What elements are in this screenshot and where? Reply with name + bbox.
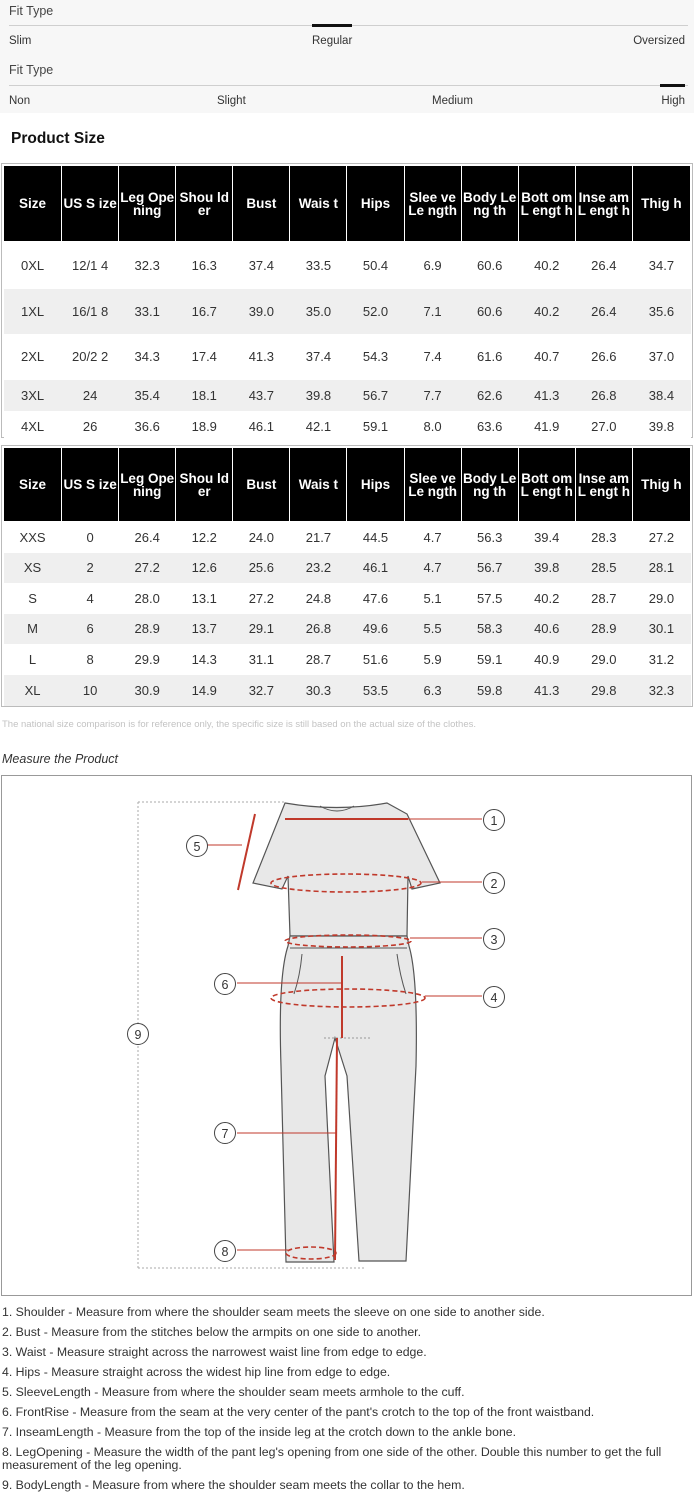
- table-cell: 41.3: [518, 380, 575, 411]
- table-cell: 40.6: [518, 614, 575, 644]
- table-cell: XS: [4, 553, 62, 583]
- size-table-plus: [3, 165, 691, 442]
- table-cell: 27.2: [119, 553, 176, 583]
- table-cell: XXS: [4, 522, 62, 553]
- table-cell: 28.7: [290, 644, 347, 675]
- table-cell: 37.4: [233, 242, 290, 289]
- table-cell: 5.9: [404, 644, 461, 675]
- table-cell: 36.6: [119, 411, 176, 442]
- table-cell: 10: [62, 675, 119, 706]
- marker-label: 2: [490, 877, 498, 891]
- table-cell: 25.6: [233, 553, 290, 583]
- fit-label-regular: Regular: [312, 35, 353, 47]
- table-cell: L: [4, 644, 62, 675]
- table-cell: 28.5: [575, 553, 632, 583]
- table-cell: 0: [62, 522, 119, 553]
- table-cell: 18.1: [176, 380, 233, 411]
- table-cell: 56.7: [347, 380, 404, 411]
- table-row: [4, 242, 691, 289]
- fit-label-high: High: [661, 95, 685, 107]
- table-cell: 39.8: [290, 380, 347, 411]
- table-header-cell: Wais t: [290, 166, 347, 242]
- table-header-cell: Hips: [347, 166, 404, 242]
- marker-label: 7: [221, 1127, 229, 1141]
- table-cell: 29.8: [575, 675, 632, 706]
- table-cell: 40.9: [518, 644, 575, 675]
- table-cell: 4: [62, 583, 119, 614]
- table-cell: 14.3: [176, 644, 233, 675]
- table-cell: 52.0: [347, 289, 404, 334]
- measurement-instructions: [2, 1306, 692, 1499]
- size-table-regular: [3, 447, 691, 706]
- table-cell: 41.3: [233, 334, 290, 380]
- table-header-cell: Bust: [233, 166, 290, 242]
- table-cell: 51.6: [347, 644, 404, 675]
- table-cell: 56.3: [461, 522, 518, 553]
- fit-type-track: [9, 85, 688, 86]
- table-cell: 28.9: [119, 614, 176, 644]
- table-cell: 46.1: [233, 411, 290, 442]
- table-header-cell: Shou lder: [176, 166, 233, 242]
- fit-type-panel: [0, 0, 694, 113]
- fit-label-slim: Slim: [9, 35, 32, 47]
- marker-4: [484, 987, 505, 1008]
- table-cell: 5.5: [404, 614, 461, 644]
- table-cell: 28.3: [575, 522, 632, 553]
- instruction-item: 4. Hips - Measure straight across the widest hip line from edge to edge.: [2, 1365, 391, 1379]
- table-cell: 44.5: [347, 522, 404, 553]
- table-cell: 2XL: [4, 334, 62, 380]
- table-cell: 30.1: [632, 614, 690, 644]
- table-cell: 17.4: [176, 334, 233, 380]
- table-cell: 27.2: [632, 522, 690, 553]
- table-cell: 3XL: [4, 380, 62, 411]
- table-cell: 63.6: [461, 411, 518, 442]
- marker-label: 8: [221, 1245, 229, 1259]
- table-header-cell: Wais t: [290, 448, 347, 522]
- table-cell: 4.7: [404, 553, 461, 583]
- size-note: The national size comparison is for reference only, the specific size is still based on the actual size of the clothes.: [2, 719, 477, 730]
- table-cell: 16.3: [176, 242, 233, 289]
- table-cell: 24.0: [233, 522, 290, 553]
- table-header-cell: Slee veLe ngth: [404, 448, 461, 522]
- table-cell: 26.4: [119, 522, 176, 553]
- table-cell: 35.0: [290, 289, 347, 334]
- table-cell: 46.1: [347, 553, 404, 583]
- fit-type-slim-oversized: [0, 0, 694, 56]
- table-cell: 21.7: [290, 522, 347, 553]
- table-cell: 0XL: [4, 242, 62, 289]
- table-cell: 27.2: [233, 583, 290, 614]
- marker-6: [215, 974, 236, 995]
- table-cell: XL: [4, 675, 62, 706]
- product-size-title: Product Size: [11, 130, 105, 147]
- instruction-item: 2. Bust - Measure from the stitches below the armpits on one side to another.: [2, 1325, 421, 1339]
- table-cell: 30.3: [290, 675, 347, 706]
- table-cell: 28.1: [632, 553, 690, 583]
- table-cell: 40.2: [518, 242, 575, 289]
- table-header-cell: Hips: [347, 448, 404, 522]
- table-header-cell: Leg Ope ning: [119, 166, 176, 242]
- table-header-cell: Inse amL engt h: [575, 448, 632, 522]
- fit-label-medium: Medium: [432, 95, 473, 107]
- table-cell: 38.4: [632, 380, 690, 411]
- marker-label: 9: [134, 1028, 142, 1042]
- instruction-item: 3. Waist - Measure straight across the narrowest waist line from edge to edge.: [2, 1345, 427, 1359]
- table-cell: 60.6: [461, 289, 518, 334]
- marker-9: [128, 1024, 149, 1045]
- table-cell: 29.0: [575, 644, 632, 675]
- table-cell: 35.4: [119, 380, 176, 411]
- table-cell: 26.8: [575, 380, 632, 411]
- table-cell: 32.7: [233, 675, 290, 706]
- measure-line-sleeve: [238, 814, 255, 890]
- table-header-cell: Thig h: [632, 166, 690, 242]
- table-cell: 24.8: [290, 583, 347, 614]
- table-cell: 42.1: [290, 411, 347, 442]
- table-cell: 41.9: [518, 411, 575, 442]
- table-cell: 12.6: [176, 553, 233, 583]
- marker-label: 3: [490, 933, 498, 947]
- table-cell: 28.0: [119, 583, 176, 614]
- table-header-cell: US S ize: [62, 166, 119, 242]
- table-header-row: [4, 448, 691, 522]
- table-cell: 54.3: [347, 334, 404, 380]
- table-header-cell: Size: [4, 166, 62, 242]
- fit-type-title: Fit Type: [9, 4, 54, 18]
- table-cell: 26.8: [290, 614, 347, 644]
- table-cell: 24: [62, 380, 119, 411]
- size-table-plus-wrap: [1, 163, 693, 438]
- table-cell: 16/1 8: [62, 289, 119, 334]
- table-row: [4, 334, 691, 380]
- table-cell: 59.1: [347, 411, 404, 442]
- table-cell: 30.9: [119, 675, 176, 706]
- fit-type-stretch: [0, 57, 694, 113]
- table-cell: 40.7: [518, 334, 575, 380]
- marker-5: [187, 836, 208, 857]
- table-header-cell: Body Leng th: [461, 448, 518, 522]
- table-cell: 39.8: [518, 553, 575, 583]
- table-cell: 2: [62, 553, 119, 583]
- fit-type-selected-marker: [312, 24, 352, 27]
- table-cell: 58.3: [461, 614, 518, 644]
- instruction-item: 8. LegOpening - Measure the width of the pant leg's opening from one side of the other. Double this number to get the full measurement of the leg opening.: [2, 1445, 662, 1472]
- table-row: [4, 675, 691, 706]
- fit-label-oversized: Oversized: [633, 35, 685, 47]
- table-cell: 35.6: [632, 289, 690, 334]
- marker-1: [484, 810, 505, 831]
- table-cell: 40.2: [518, 289, 575, 334]
- table-row: [4, 644, 691, 675]
- table-cell: 29.1: [233, 614, 290, 644]
- table-cell: 12.2: [176, 522, 233, 553]
- table-cell: 7.1: [404, 289, 461, 334]
- table-cell: 6: [62, 614, 119, 644]
- size-table-regular-wrap: [1, 445, 693, 707]
- instruction-item: 6. FrontRise - Measure from the seam at the very center of the pant's crotch to the top of the front waistband.: [2, 1405, 595, 1419]
- table-header-cell: Thig h: [632, 448, 690, 522]
- table-row: [4, 614, 691, 644]
- shirt-shape: [253, 803, 440, 936]
- table-cell: 26: [62, 411, 119, 442]
- jumpsuit-diagram: [2, 776, 691, 1295]
- table-cell: 41.3: [518, 675, 575, 706]
- measure-line-inseam: [335, 1038, 337, 1260]
- table-cell: 37.0: [632, 334, 690, 380]
- table-header-cell: Inse amL engt h: [575, 166, 632, 242]
- table-cell: 40.2: [518, 583, 575, 614]
- table-header-cell: Slee veLe ngth: [404, 166, 461, 242]
- table-cell: M: [4, 614, 62, 644]
- table-cell: 7.4: [404, 334, 461, 380]
- table-cell: 4XL: [4, 411, 62, 442]
- table-cell: 4.7: [404, 522, 461, 553]
- instruction-item: 5. SleeveLength - Measure from where the shoulder seam meets armhole to the cuff.: [2, 1385, 465, 1399]
- table-cell: 26.4: [575, 289, 632, 334]
- table-header-cell: Body Leng th: [461, 166, 518, 242]
- table-cell: 37.4: [290, 334, 347, 380]
- table-cell: 8: [62, 644, 119, 675]
- table-cell: 26.6: [575, 334, 632, 380]
- table-header-cell: Bott omL engt h: [518, 448, 575, 522]
- table-cell: S: [4, 583, 62, 614]
- table-cell: 39.0: [233, 289, 290, 334]
- table-header-cell: Shou lder: [176, 448, 233, 522]
- table-cell: 56.7: [461, 553, 518, 583]
- table-cell: 28.7: [575, 583, 632, 614]
- table-cell: 43.7: [233, 380, 290, 411]
- table-cell: 23.2: [290, 553, 347, 583]
- marker-2: [484, 873, 505, 894]
- table-cell: 49.6: [347, 614, 404, 644]
- table-cell: 13.7: [176, 614, 233, 644]
- table-cell: 1XL: [4, 289, 62, 334]
- table-row: [4, 553, 691, 583]
- table-cell: 39.4: [518, 522, 575, 553]
- table-cell: 20/2 2: [62, 334, 119, 380]
- table-header-cell: Bott omL engt h: [518, 166, 575, 242]
- table-cell: 60.6: [461, 242, 518, 289]
- fit-type-title: Fit Type: [9, 63, 54, 77]
- marker-3: [484, 929, 505, 950]
- table-cell: 50.4: [347, 242, 404, 289]
- table-cell: 39.8: [632, 411, 690, 442]
- table-cell: 18.9: [176, 411, 233, 442]
- instruction-item: 7. InseamLength - Measure from the top of the inside leg at the crotch down to the ankle bone.: [2, 1425, 517, 1439]
- measurement-diagram: [1, 775, 692, 1296]
- marker-8: [215, 1241, 236, 1262]
- marker-7: [215, 1123, 236, 1144]
- table-cell: 33.1: [119, 289, 176, 334]
- table-row: [4, 289, 691, 334]
- table-cell: 28.9: [575, 614, 632, 644]
- measure-title: Measure the Product: [2, 752, 119, 766]
- table-header-cell: Leg Ope ning: [119, 448, 176, 522]
- table-header-row: [4, 166, 691, 242]
- table-cell: 13.1: [176, 583, 233, 614]
- table-cell: 47.6: [347, 583, 404, 614]
- fit-label-slight: Slight: [217, 95, 246, 107]
- table-header-cell: US S ize: [62, 448, 119, 522]
- table-row: [4, 583, 691, 614]
- pants-shape: [280, 936, 416, 1262]
- table-cell: 29.0: [632, 583, 690, 614]
- marker-label: 1: [490, 814, 498, 828]
- table-cell: 29.9: [119, 644, 176, 675]
- fit-label-non: Non: [9, 95, 31, 107]
- table-cell: 31.2: [632, 644, 690, 675]
- table-cell: 6.9: [404, 242, 461, 289]
- table-cell: 34.3: [119, 334, 176, 380]
- table-cell: 32.3: [632, 675, 690, 706]
- fit-type-selected-marker: [660, 84, 685, 87]
- table-cell: 27.0: [575, 411, 632, 442]
- marker-label: 4: [490, 991, 498, 1005]
- table-cell: 53.5: [347, 675, 404, 706]
- table-cell: 33.5: [290, 242, 347, 289]
- table-cell: 61.6: [461, 334, 518, 380]
- table-row: [4, 380, 691, 411]
- table-row: [4, 411, 691, 442]
- table-cell: 6.3: [404, 675, 461, 706]
- table-cell: 32.3: [119, 242, 176, 289]
- table-cell: 26.4: [575, 242, 632, 289]
- table-cell: 5.1: [404, 583, 461, 614]
- table-cell: 16.7: [176, 289, 233, 334]
- marker-label: 5: [193, 840, 201, 854]
- table-cell: 57.5: [461, 583, 518, 614]
- table-cell: 59.1: [461, 644, 518, 675]
- table-cell: 7.7: [404, 380, 461, 411]
- instruction-item: 9. BodyLength - Measure from where the shoulder seam meets the collar to the hem.: [2, 1478, 465, 1492]
- table-cell: 14.9: [176, 675, 233, 706]
- table-row: [4, 522, 691, 553]
- table-cell: 8.0: [404, 411, 461, 442]
- table-cell: 31.1: [233, 644, 290, 675]
- instruction-item: 1. Shoulder - Measure from where the shoulder seam meets the sleeve on one side to another side.: [2, 1305, 545, 1319]
- table-cell: 12/1 4: [62, 242, 119, 289]
- table-cell: 34.7: [632, 242, 690, 289]
- table-cell: 59.8: [461, 675, 518, 706]
- marker-label: 6: [221, 978, 229, 992]
- table-header-cell: Size: [4, 448, 62, 522]
- table-header-cell: Bust: [233, 448, 290, 522]
- table-cell: 62.6: [461, 380, 518, 411]
